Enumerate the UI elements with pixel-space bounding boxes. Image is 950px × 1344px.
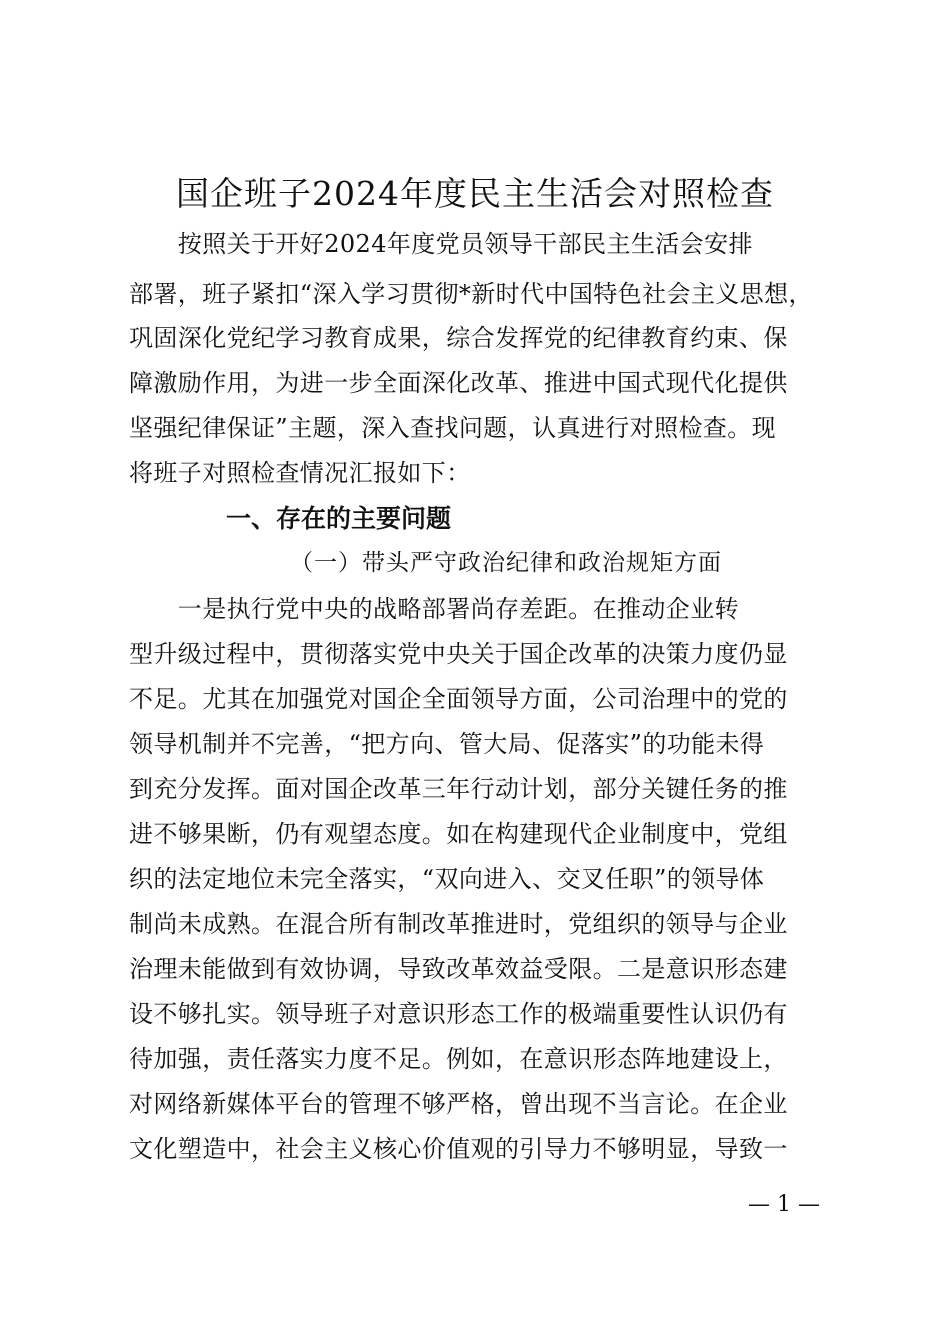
body-line: 进不够果断，仍有观望态度。如在构建现代企业制度中，党组 xyxy=(129,820,788,848)
body-line: 制尚未成熟。在混合所有制改革推进时，党组织的领导与企业 xyxy=(129,910,788,938)
body-line: 到充分发挥。面对国企改革三年行动计划，部分关键任务的推 xyxy=(129,775,788,803)
intro-line: 障激励作用，为进一步全面深化改革、推进中国式现代化提供 xyxy=(129,369,788,397)
body-line: 治理未能做到有效协调，导致改革效益受限。二是意识形态建 xyxy=(129,955,788,983)
intro-line: 按照关于开好2024年度党员领导干部民主生活会安排 xyxy=(129,230,753,258)
body-line: 对网络新媒体平台的管理不够严格，曾出现不当言论。在企业 xyxy=(129,1090,788,1118)
subsection-heading: （一）带头严守政治纪律和政治规矩方面 xyxy=(290,550,722,576)
body-line: 织的法定地位未完全落实，“双向进入、交叉任职”的领导体 xyxy=(129,865,765,893)
body-line: 不足。尤其在加强党对国企全面领导方面，公司治理中的党的 xyxy=(129,685,788,713)
intro-line: 巩固深化党纪学习教育成果，综合发挥党的纪律教育约束、保 xyxy=(129,324,788,352)
intro-line: 将班子对照检查情况汇报如下： xyxy=(129,459,471,487)
body-line: 设不够扎实。领导班子对意识形态工作的极端重要性认识仍有 xyxy=(129,1000,788,1028)
body-line: 文化塑造中，社会主义核心价值观的引导力不够明显，导致一 xyxy=(129,1135,788,1163)
intro-line: 坚强纪律保证”主题，深入查找问题，认真进行对照检查。现 xyxy=(129,414,777,442)
body-line: 待加强，责任落实力度不足。例如，在意识形态阵地建设上， xyxy=(129,1045,788,1073)
intro-line: 部署，班子紧扣“深入学习贯彻*新时代中国特色社会主义思想， xyxy=(129,280,813,308)
section-heading: 一、存在的主要问题 xyxy=(226,504,452,533)
body-line: 一是执行党中央的战略部署尚存差距。在推动企业转 xyxy=(129,595,739,623)
page-number: — 1 — xyxy=(748,1192,820,1217)
body-line: 型升级过程中，贯彻落实党中央关于国企改革的决策力度仍显 xyxy=(129,640,788,668)
body-line: 领导机制并不完善，“把方向、管大局、促落实”的功能未得 xyxy=(129,730,765,758)
document-title: 国企班子2024年度民主生活会对照检查 xyxy=(176,174,774,213)
